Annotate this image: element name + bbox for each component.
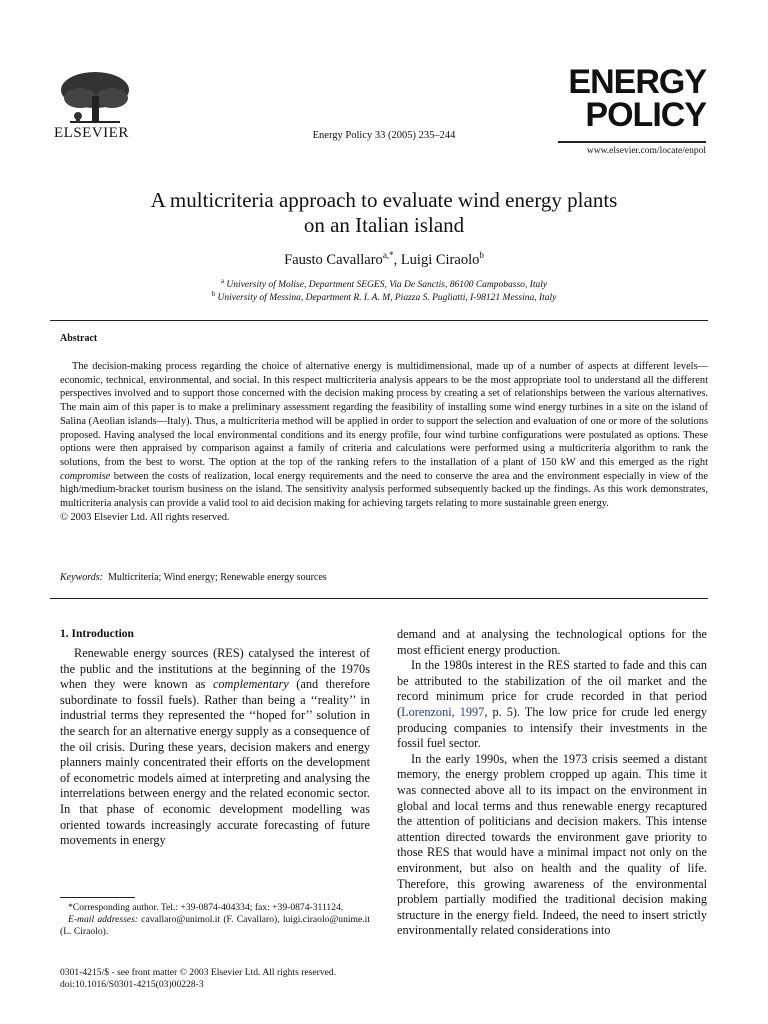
article-title [0,188,768,238]
journal-logo-rule [558,141,706,143]
bottom-info [60,967,336,991]
intro-p1-text-b: (and therefore subordinate to fossil fuels). Rather than being a ‘‘reality’’ in industrial terms they represented the ‘‘hoped for’’ solution in the search for an alternative energy supply as a consequence of the oil crisis. During these years, decision makers and energy planners mainly concentrated their efforts on the development of econometric models aimed at interpreting and analysing the interrelations between energy and the related economic sector. In that phase of economic development modelling was oriented towards increasingly accurate forecasting of future movements in energy [60,677,370,848]
doi-line[interactable]: doi:10.1016/S0301-4215(03)00228-3 [60,979,204,991]
abstract-paragraph [60,360,708,511]
divider-bottom [50,598,708,599]
author-2: , Luigi Ciraolo [393,251,480,268]
affiliation-b-marker: b [211,290,216,298]
title-line-2: on an Italian island [303,213,465,237]
elsevier-tree-logo [50,68,140,158]
footnote [60,902,370,939]
affiliation-b-text: University of Messina, Department R. I. A. M, Piazza S. Pugliatti, I-98121 Messina, Italy [217,293,557,304]
journal-logo-line1: ENERGY [568,63,706,101]
affiliation-a-text: University of Molise, Department SEGES, Via De Sanctis, 86100 Campobasso, Italy [226,280,548,291]
abstract-body [60,360,708,524]
intro-p1-emphasis: complementary [212,677,289,692]
citation-link[interactable]: Lorenzoni, 1997 [401,704,485,719]
footnote-email-label: E-mail addresses: [68,914,139,926]
intro-paragraph-3: In the early 1990s, when the 1973 crisis seemed a distant memory, the energy problem cropped up again. This time it was connected above all to its impact on the environment in global and local terms and thus renewable energy recaptured the attention of politicians and decision makers. This intense attention directed towards the environment gave priority to those RES that would have a minimal impact not only on the environment, but also on health and the quality of life. Therefore, this growing awareness of the environmental problem partially modified the traditional decision making structure in the energy field. Indeed, the need to insert strictly environmentally related considerations into [397,751,707,938]
keywords [60,572,327,583]
abstract-copyright: © 2003 Elsevier Ltd. All rights reserved. [60,511,230,523]
author-list [0,250,768,269]
keywords-value: Multicriteria; Wind energy; Renewable energy sources [107,572,327,583]
footnote-email-values: cavallaro@unimol.it (F. Cavallaro), luigi.ciraolo@unime.it (L. Ciraolo). [60,914,370,938]
intro-p2-text-a: In the 1980s interest in the RES started to fade and this can be attributed to the stabilization of the oil market and the record minimum price for crude recorded in that period ( [397,658,707,719]
abstract-emphasis: compromise [60,470,111,482]
publisher-name: ELSEVIER [54,125,129,141]
author-1-marker: a,* [382,250,394,260]
author-2-marker: b [479,250,484,260]
footnote-corresponding: *Corresponding author. Tel.: +39-0874-404334; fax: +39-0874-311124. [68,902,344,913]
journal-logo [568,63,706,134]
title-line-1: A multicriteria approach to evaluate wind energy plants [150,188,618,212]
abstract-text-2: between the costs of realization, local energy requirements and the need to conserve the area and the environment especially in view of the high/medium-bracket tourism business on the island. The sensitivity analysis performed subsequently backed up the findings. As this work demonstrates, multicriteria analysis can provide a valid tool to aid decision making for achieving targets relating to more sustainable green energy. [60,470,708,510]
journal-url[interactable]: www.elsevier.com/locate/enpol [586,146,706,156]
intro-p1-text-a: Renewable energy sources (RES) catalysed the interest of the public and the institutions at the beginning of the 1970s when they were known as [60,646,370,692]
author-1: Fausto Cavallaro [284,251,383,268]
affiliation-a-marker: a [220,277,225,285]
intro-paragraph-cont: demand and at analysing the technological options for the most efficient energy production. [397,627,707,657]
intro-p2-text-b: , p. 5). The low price for crude led energy producing companies to intensify their investments in the fossil fuel sector. [397,704,707,751]
issn-line: 0301-4215/$ - see front matter © 2003 Elsevier Ltd. All rights reserved. [60,967,337,978]
right-column [397,627,707,939]
keywords-label: Keywords: [60,572,103,583]
abstract-text-1: The decision-making process regarding the choice of alternative energy is multidimensional, made up of a number of aspects at different levels—economic, technical, environmental, and social. In this respect multicriteria analysis appears to be the most appropriate tool to understand all the different perspectives involved and to support those concerned with the decision making process by creating a set of relationships between the various alternatives. The main aim of this paper is to make a preliminary assessment regarding the feasibility of installing some wind energy turbines in a site on the island of Salina (Aeolian islands—Italy). Thus, a multicriteria method will be applied in order to support the selection and evaluation of one or more of the solutions proposed. Having analysed the local environmental conditions and its energy profile, four wind turbine configurations were postulated as options. These options were then appraised by comparison against a family of criteria and calculations were performed using a multicriteria algorithm to rank the solutions, from the best to worst. The option at the top of the ranking refers to the installation of a plant of 150 kW and this emerged as the right [60,361,708,468]
intro-paragraph-2 [397,658,707,752]
affiliation-a [0,277,768,290]
section-heading: 1. Introduction [60,628,134,640]
footnote-rule [60,897,135,898]
journal-reference: Energy Policy 33 (2005) 235–244 [312,130,456,141]
journal-logo-line2: POLICY [585,96,706,134]
divider-top [50,320,708,321]
intro-paragraph-1 [60,646,370,849]
abstract-heading: Abstract [60,333,98,344]
affiliation-b [0,290,768,303]
footnote-emails [60,914,370,938]
left-column [60,646,370,849]
